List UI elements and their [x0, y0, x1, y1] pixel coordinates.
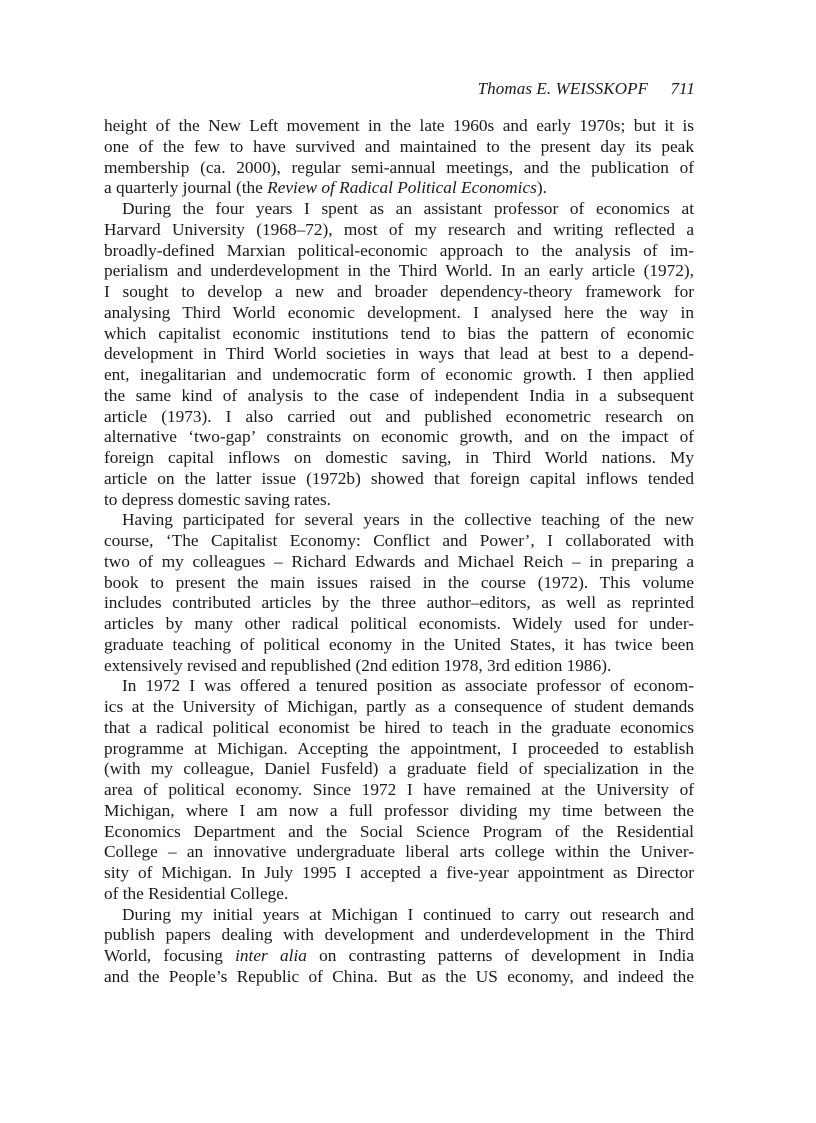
text-line: membership (ca. 2000), regular semi-annual meetings, and the publication of [104, 157, 694, 177]
text-line: that a radical political economist be hired to teach in the graduate economics [104, 717, 694, 737]
text-line: I sought to develop a new and broader dependency-theory framework for [104, 282, 694, 301]
text-line: During the four years I spent as an assistant professor of economics at [122, 199, 694, 218]
text-line: which capitalist economic institutions tend to bias the pattern of economic [104, 323, 694, 343]
text-line: World, focusing inter alia on contrasting patterns of development in India [104, 946, 695, 965]
text-line: publish papers dealing with development and underdevelopment in the Third [104, 925, 694, 945]
paragraph-p2 [104, 199, 694, 510]
text-line: article (1973). I also carried out and published econometric research on [104, 406, 694, 426]
italic-text: inter alia [235, 946, 307, 965]
text-line: articles by many other radical political economists. Widely used for under- [104, 614, 694, 633]
text-line: book to present the main issues raised in the course (1972). This volume [104, 572, 694, 592]
text-line: foreign capital inflows on domestic saving, in Third World nations. My [104, 448, 694, 467]
text-line: Having participated for several years in the collective teaching of the new [122, 510, 694, 530]
text-line: of the Residential College. [104, 883, 289, 903]
text-line: perialism and underdevelopment in the Third World. In an early article (1972), [104, 261, 694, 281]
text-line: height of the New Left movement in the late 1960s and early 1970s; but it is [104, 116, 694, 135]
text-line: sity of Michigan. In July 1995 I accepted a five-year appointment as Director [104, 863, 694, 882]
body-text [104, 116, 694, 988]
paragraph-p1 [104, 116, 694, 199]
text-line: extensively revised and republished (2nd edition 1978, 3rd edition 1986). [104, 655, 612, 675]
text-line: course, ‘The Capitalist Economy: Conflict and Power’, I collaborated with [104, 531, 694, 550]
text-line: the same kind of analysis to the case of independent India in a subsequent [104, 385, 694, 405]
text-line: programme at Michigan. Accepting the appointment, I proceeded to establish [104, 738, 694, 758]
text-line: a quarterly journal (the Review of Radical Political Economics). [104, 178, 547, 198]
text-line: During my initial years at Michigan I continued to carry out research and [122, 904, 694, 924]
running-head [478, 79, 695, 99]
text-line: broadly-defined Marxian political-economic approach to the analysis of im- [104, 240, 694, 260]
text-line: Harvard University (1968–72), most of my research and writing reflected a [104, 219, 694, 239]
text-line: alternative ‘two-gap’ constraints on economic growth, and on the impact of [104, 427, 694, 447]
text-line: ent, inegalitarian and undemocratic form of economic growth. I then applied [104, 365, 694, 384]
text-line: development in Third World societies in ways that lead at best to a depend- [104, 344, 694, 364]
text-line: Michigan, where I am now a full professor dividing my time between the [104, 800, 694, 820]
paragraph-p3 [104, 510, 694, 676]
text-line: ics at the University of Michigan, partly as a consequence of student demands [104, 697, 694, 716]
paragraph-p5 [104, 905, 694, 988]
text-line: analysing Third World economic development. I analysed here the way in [104, 302, 694, 322]
text-line: one of the few to have survived and maintained to the present day its peak [104, 136, 694, 156]
italic-text: Review of Radical Political Economics [267, 178, 537, 198]
text-line: includes contributed articles by the three author–editors, as well as reprinted [104, 593, 694, 613]
text-line: graduate teaching of political economy in the United States, it has twice been [104, 634, 694, 654]
text-line: College – an innovative undergraduate liberal arts college within the Univer- [104, 842, 694, 862]
text-line: area of political economy. Since 1972 I have remained at the University of [104, 780, 694, 799]
text-line: two of my colleagues – Richard Edwards and Michael Reich – in preparing a [104, 551, 694, 571]
text-line: In 1972 I was offered a tenured position as associate professor of econom- [122, 676, 694, 696]
text-line: article on the latter issue (1972b) showed that foreign capital inflows tended [104, 468, 694, 488]
paragraph-p4 [104, 676, 694, 904]
text-line: (with my colleague, Daniel Fusfeld) a graduate field of specialization in the [104, 759, 694, 779]
text-line: and the People’s Republic of China. But as the US economy, and indeed the [104, 966, 694, 986]
text-line: Economics Department and the Social Science Program of the Residential [104, 821, 694, 841]
text-line: to depress domestic saving rates. [104, 489, 332, 509]
running-head-author: Thomas E. WEISSKOPF [477, 79, 649, 98]
page-number: 711 [670, 79, 695, 98]
